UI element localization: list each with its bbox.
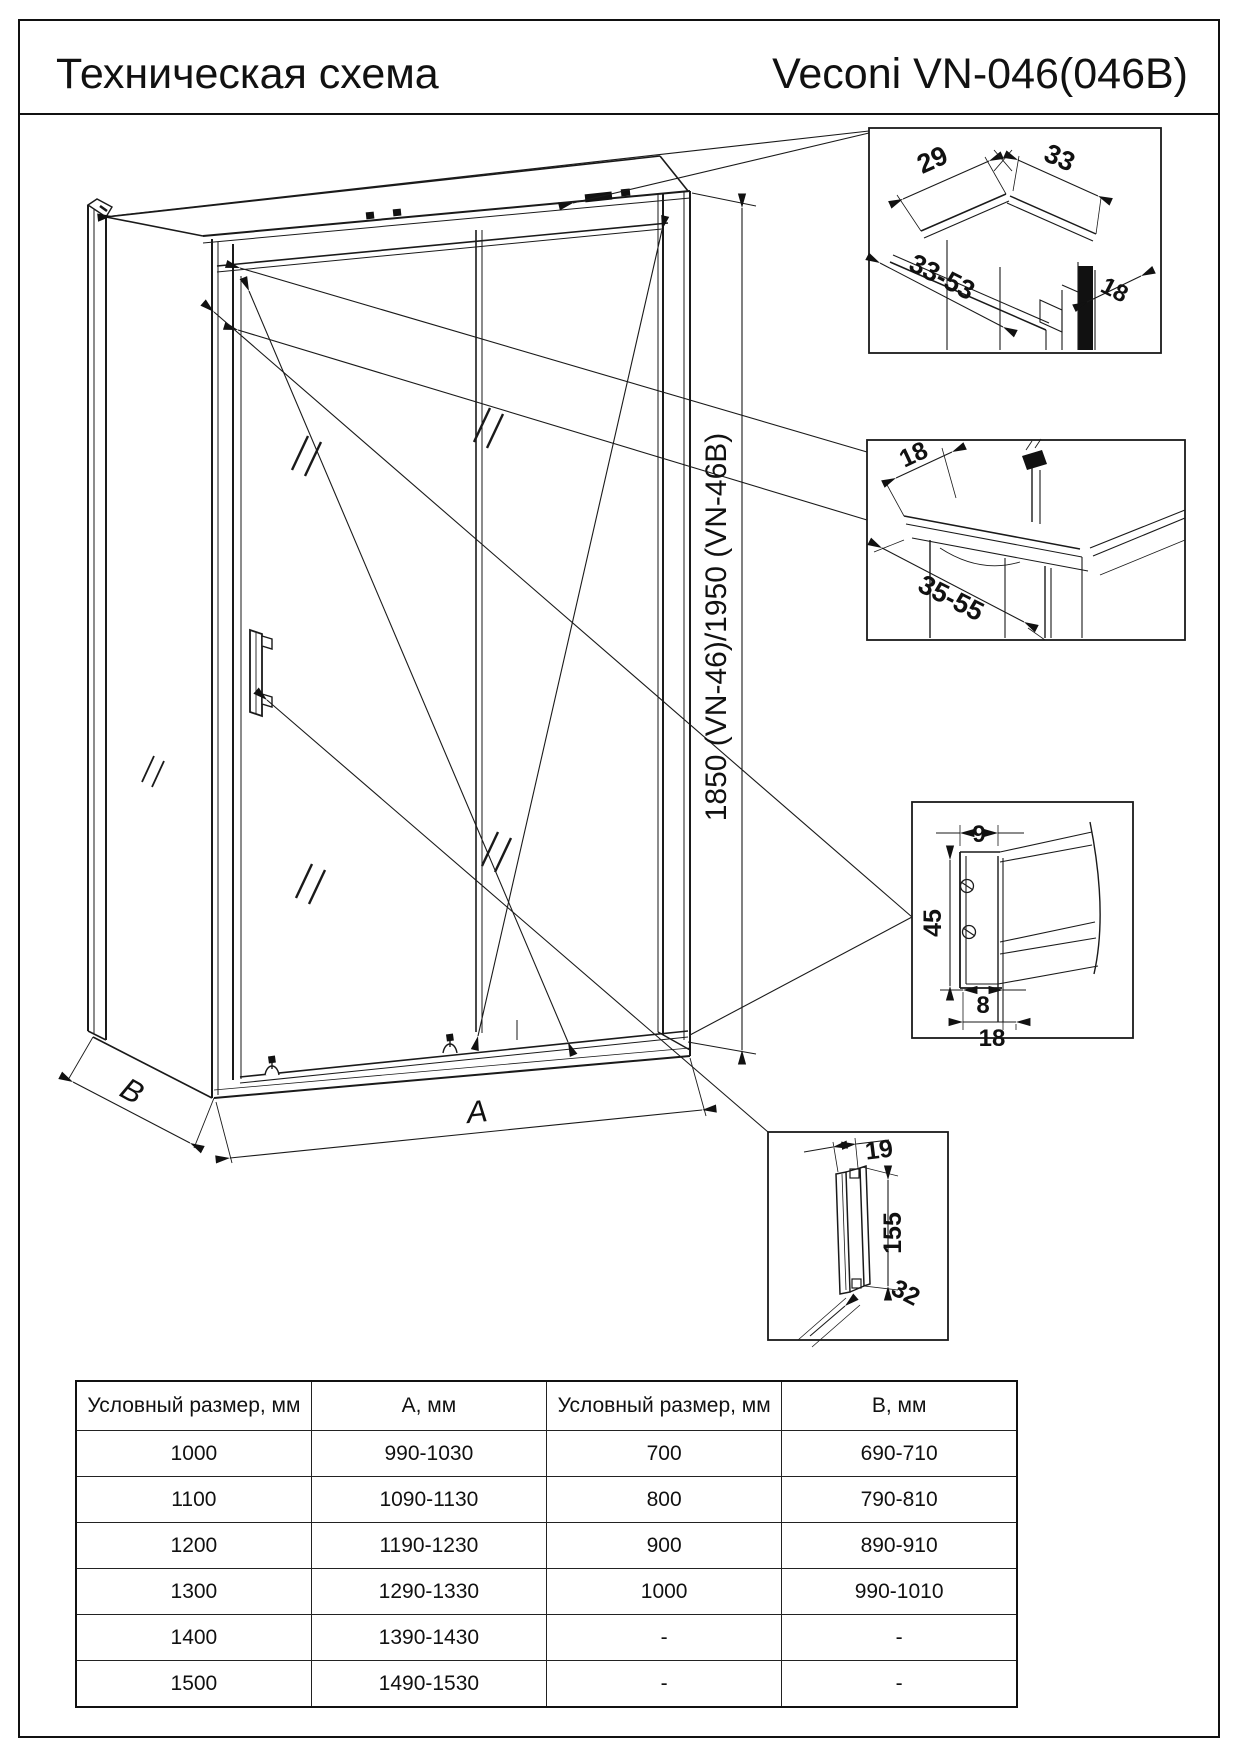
leader-wall-profile-a xyxy=(214,312,912,917)
table-cell: - xyxy=(547,1615,782,1661)
diagonal-sliding-door xyxy=(478,230,662,1036)
detail-box-handle xyxy=(768,1132,948,1347)
table-cell: 800 xyxy=(547,1477,782,1523)
table-cell: 990-1030 xyxy=(311,1431,546,1477)
detail3-dim-8: 8 xyxy=(976,992,990,1019)
detail3-dim-45: 45 xyxy=(919,909,947,937)
table-row xyxy=(76,1569,1017,1615)
detail1-dim-18: 18 xyxy=(1096,272,1133,309)
table-cell: 1500 xyxy=(76,1661,311,1708)
table-header-cell: Условный размер, мм xyxy=(76,1381,311,1431)
table-row xyxy=(76,1523,1017,1569)
detail4-dim-19: 19 xyxy=(863,1134,895,1166)
table-row xyxy=(76,1431,1017,1477)
table-cell: 1400 xyxy=(76,1615,311,1661)
dim-label-b: B xyxy=(114,1070,150,1112)
dim-label-a: A xyxy=(464,1093,490,1131)
table-cell: 1000 xyxy=(76,1431,311,1477)
leader-top-rail-right xyxy=(573,133,869,203)
table-cell: 990-1010 xyxy=(782,1569,1017,1615)
leader-top-corner-a xyxy=(240,268,867,452)
table-cell: - xyxy=(782,1615,1017,1661)
table-cell: 890-910 xyxy=(782,1523,1017,1569)
table-cell: 700 xyxy=(547,1431,782,1477)
table-cell: 1490-1530 xyxy=(311,1661,546,1708)
detail2-dim-18: 18 xyxy=(895,436,933,474)
table-cell: 1190-1230 xyxy=(311,1523,546,1569)
shower-enclosure-drawing xyxy=(88,156,690,1098)
dimension-lines xyxy=(68,131,912,1166)
table-cell: 900 xyxy=(547,1523,782,1569)
door-handle xyxy=(250,630,272,716)
detail4-dim-155: 155 xyxy=(879,1212,907,1254)
detail-box-top-rail xyxy=(869,128,1161,353)
table-cell: 1300 xyxy=(76,1569,311,1615)
dim-label-height: 1850 (VN-46)/1950 (VN-46B) xyxy=(700,432,733,822)
table-header-cell: В, мм xyxy=(782,1381,1017,1431)
detail3-dim-9: 9 xyxy=(972,821,986,848)
table-header-row xyxy=(76,1381,1017,1431)
table-cell: 1100 xyxy=(76,1477,311,1523)
table-cell: 1390-1430 xyxy=(311,1615,546,1661)
leader-top-rail-left xyxy=(112,131,869,216)
table-cell: 1200 xyxy=(76,1523,311,1569)
model-number: Veconi VN-046(046B) xyxy=(772,50,1188,98)
detail1-dim-33-53: 33-53 xyxy=(904,247,980,307)
detail2-dim-35-55: 35-55 xyxy=(913,568,989,628)
table-cell: 1090-1130 xyxy=(311,1477,546,1523)
detail1-dim-29: 29 xyxy=(912,139,953,180)
table-row xyxy=(76,1477,1017,1523)
table-cell: 690-710 xyxy=(782,1431,1017,1477)
detail1-dim-33: 33 xyxy=(1039,137,1080,178)
table-cell: 790-810 xyxy=(782,1477,1017,1523)
table-cell: - xyxy=(782,1661,1017,1708)
size-table xyxy=(75,1380,1018,1708)
table-cell: 1000 xyxy=(547,1569,782,1615)
table-cell: - xyxy=(547,1661,782,1708)
table-row xyxy=(76,1615,1017,1661)
width-dim-line xyxy=(230,1110,702,1158)
detail4-dim-32: 32 xyxy=(886,1274,925,1312)
detail3-dim-18: 18 xyxy=(978,1025,1006,1052)
table-row xyxy=(76,1661,1017,1708)
page-title: Техническая схема xyxy=(56,50,439,98)
table-header-cell: А, мм xyxy=(311,1381,546,1431)
glass-hatch-marks xyxy=(142,408,511,904)
diagonal-fixed-panel xyxy=(249,291,568,1042)
leader-top-corner-b xyxy=(238,330,867,520)
leader-wall-profile-b xyxy=(690,917,912,1035)
table-header-cell: Условный размер, мм xyxy=(547,1381,782,1431)
table-cell: 1290-1330 xyxy=(311,1569,546,1615)
